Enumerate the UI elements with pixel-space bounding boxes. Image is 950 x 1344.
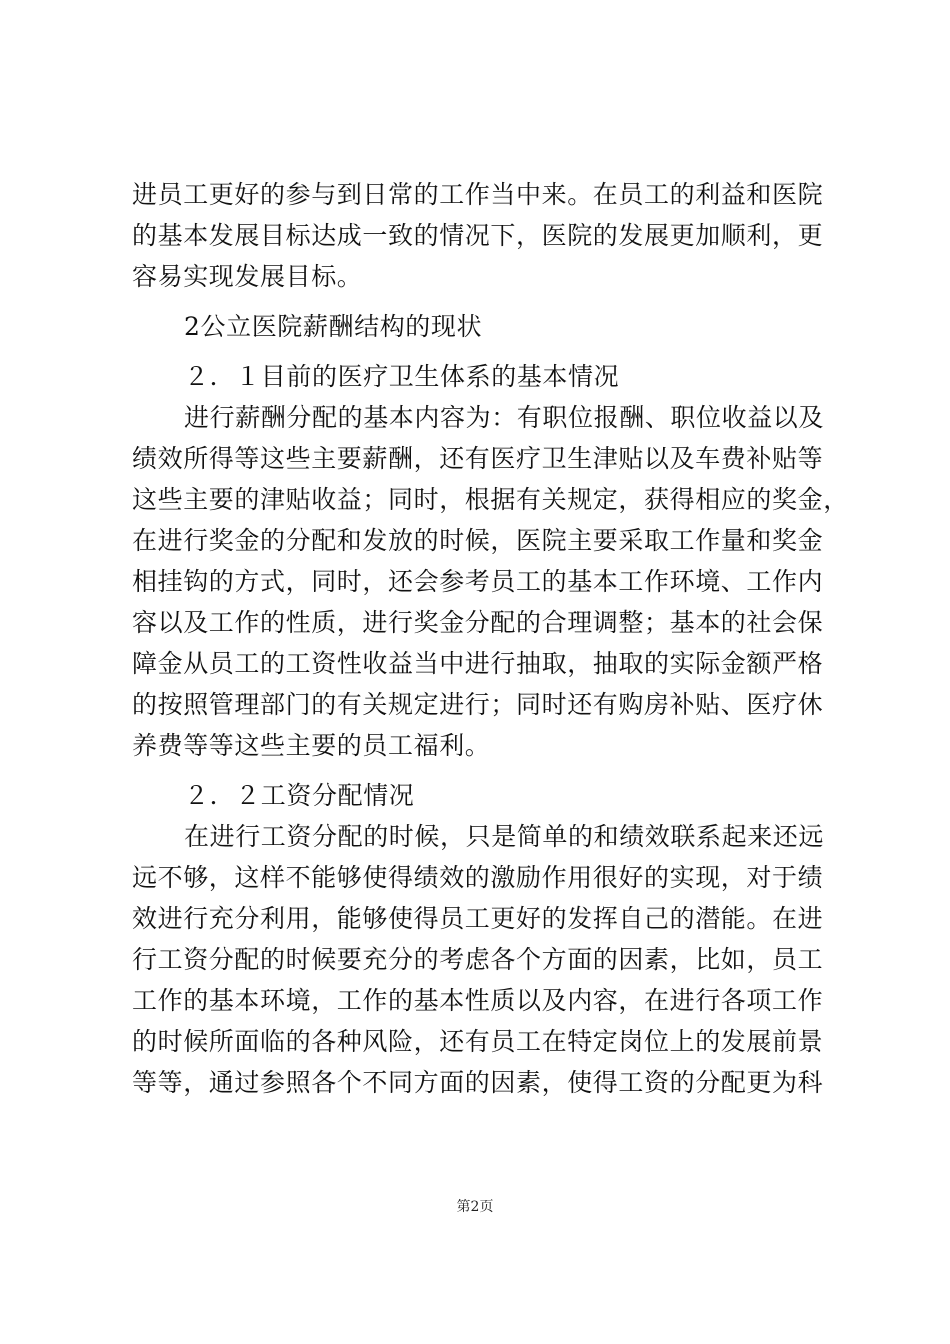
- paragraph-line: 绩效所得等这些主要薪酬，还有医疗卫生津贴以及车费补贴等: [132, 444, 824, 473]
- paragraph-line: 容易实现发展目标。: [132, 262, 363, 291]
- paragraph-line: 进行薪酬分配的基本内容为：有职位报酬、职位收益以及: [184, 403, 825, 432]
- paragraph-line: 的时候所面临的各种风险，还有员工在特定岗位上的发展前景: [132, 1027, 824, 1056]
- paragraph-line: 行工资分配的时候要充分的考虑各个方面的因素，比如，员工: [132, 945, 824, 974]
- paragraph-line: 养费等等这些主要的员工福利。: [132, 731, 491, 760]
- paragraph-line: 等等，通过参照各个不同方面的因素，使得工资的分配更为科: [132, 1068, 824, 1097]
- paragraph-line: 进员工更好的参与到日常的工作当中来。在员工的利益和医院: [132, 180, 824, 209]
- paragraph-line: 的按照管理部门的有关规定进行；同时还有购房补贴、医疗休: [132, 690, 824, 719]
- document-body: [132, 174, 849, 1103]
- page-number: 第2页: [456, 1199, 494, 1215]
- paragraph-line: 的基本发展目标达成一致的情况下，医院的发展更加顺利，更: [132, 221, 824, 250]
- paragraph-line: 工作的基本环境，工作的基本性质以及内容，在进行各项工作: [132, 986, 824, 1015]
- paragraph-line: 在进行奖金的分配和发放的时候，医院主要采取工作量和奖金: [132, 526, 824, 555]
- subsection-heading: ２．１目前的医疗卫生体系的基本情况: [184, 362, 620, 391]
- paragraph-line: 远不够，这样不能够使得绩效的激励作用很好的实现，对于绩: [132, 863, 824, 892]
- paragraph-line: 这些主要的津贴收益；同时，根据有关规定，获得相应的奖金，: [132, 485, 849, 514]
- paragraph-line: 效进行充分利用，能够使得员工更好的发挥自己的潜能。在进: [132, 904, 824, 933]
- paragraph-line: 在进行工资分配的时候，只是简单的和绩效联系起来还远: [184, 822, 825, 851]
- paragraph-line: 容以及工作的性质，进行奖金分配的合理调整；基本的社会保: [132, 608, 824, 637]
- subsection-heading: ２．２工资分配情况: [184, 781, 415, 810]
- paragraph-line: 相挂钩的方式，同时，还会参考员工的基本工作环境、工作内: [132, 567, 824, 596]
- paragraph-line: 障金从员工的工资性收益当中进行抽取，抽取的实际金额严格: [132, 649, 824, 678]
- section-heading: 2公立医院薪酬结构的现状: [184, 312, 483, 341]
